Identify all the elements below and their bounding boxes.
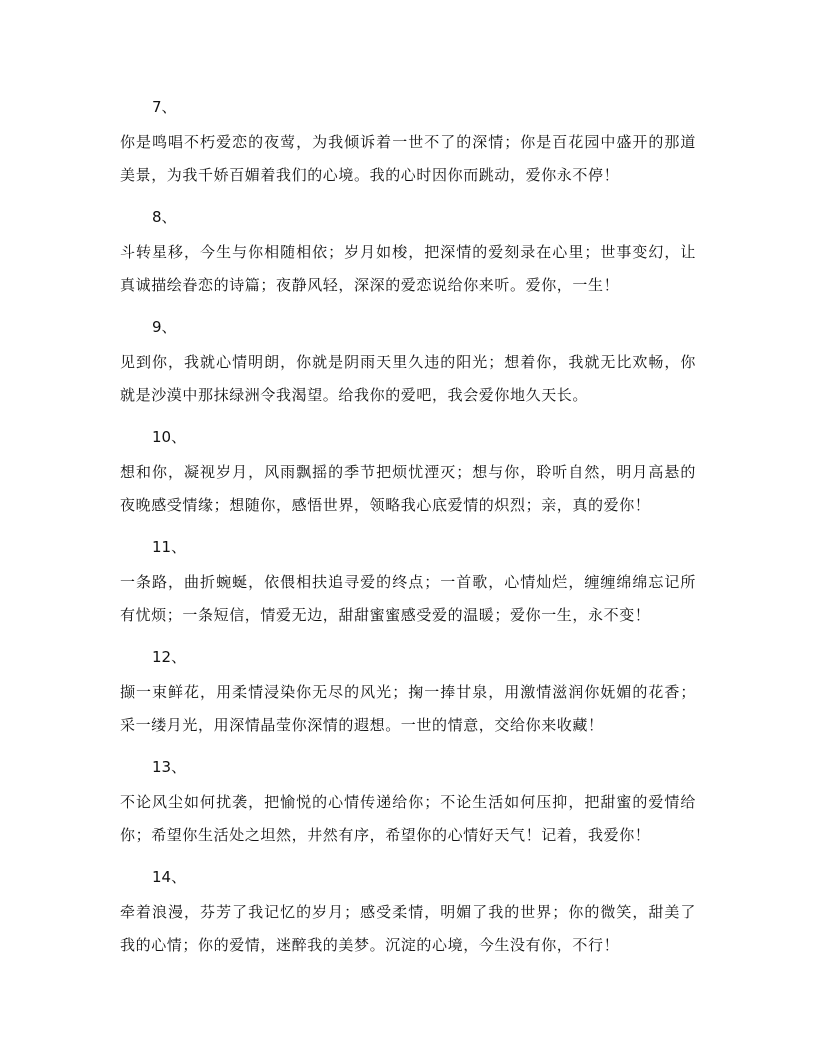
entry-number: 7、 <box>152 98 177 116</box>
entry-number: 8、 <box>152 208 177 226</box>
entry-10 <box>120 426 696 522</box>
entry-number: 10、 <box>152 428 187 446</box>
entry-text: 一条路，曲折蜿蜒，依偎相扶追寻爱的终点；一首歌，心情灿烂，缠缠绵绵忘记所有忧烦；一条短信，情爱无边，甜甜蜜蜜感受爱的温暖；爱你一生，永不变！ <box>120 573 696 624</box>
entry-text: 不论风尘如何扰袭，把愉悦的心情传递给你；不论生活如何压抑，把甜蜜的爱情给你；希望你生活处之坦然，井然有序，希望你的心情好天气！记着，我爱你！ <box>120 793 696 844</box>
entry-text: 撷一束鲜花，用柔情浸染你无尽的风光；掬一捧甘泉，用激情滋润你妩媚的花香；采一缕月光，用深情晶莹你深情的遐想。一世的情意，交给你来收藏！ <box>120 683 696 734</box>
entry-text: 想和你，凝视岁月，风雨飘摇的季节把烦忧湮灭；想与你，聆听自然，明月高悬的夜晚感受情缘；想随你，感悟世界，领略我心底爱情的炽烈；亲，真的爱你！ <box>120 463 696 514</box>
entry-text: 见到你，我就心情明朗，你就是阴雨天里久违的阳光；想着你，我就无比欢畅，你就是沙漠中那抹绿洲令我渴望。给我你的爱吧，我会爱你地久天长。 <box>120 353 696 404</box>
entry-13 <box>120 756 696 852</box>
entry-number: 9、 <box>152 318 177 336</box>
entry-14 <box>120 866 696 962</box>
entry-11 <box>120 536 696 632</box>
entry-8 <box>120 206 696 302</box>
entry-7 <box>120 96 696 192</box>
entry-text: 你是鸣唱不朽爱恋的夜莺，为我倾诉着一世不了的深情；你是百花园中盛开的那道美景，为我千娇百媚着我们的心境。我的心时因你而跳动，爱你永不停！ <box>120 133 696 184</box>
entry-number: 13、 <box>152 758 187 776</box>
entry-number: 14、 <box>152 868 187 886</box>
entry-number: 11、 <box>152 538 187 556</box>
entry-list <box>120 96 696 976</box>
entry-number: 12、 <box>152 648 187 666</box>
entry-text: 牵着浪漫，芬芳了我记忆的岁月；感受柔情，明媚了我的世界；你的微笑，甜美了我的心情；你的爱情，迷醉我的美梦。沉淀的心境，今生没有你，不行！ <box>120 903 696 954</box>
entry-text: 斗转星移，今生与你相随相依；岁月如梭，把深情的爱刻录在心里；世事变幻，让真诚描绘眷恋的诗篇；夜静风轻，深深的爱恋说给你来听。爱你，一生！ <box>120 243 696 294</box>
entry-9 <box>120 316 696 412</box>
entry-12 <box>120 646 696 742</box>
